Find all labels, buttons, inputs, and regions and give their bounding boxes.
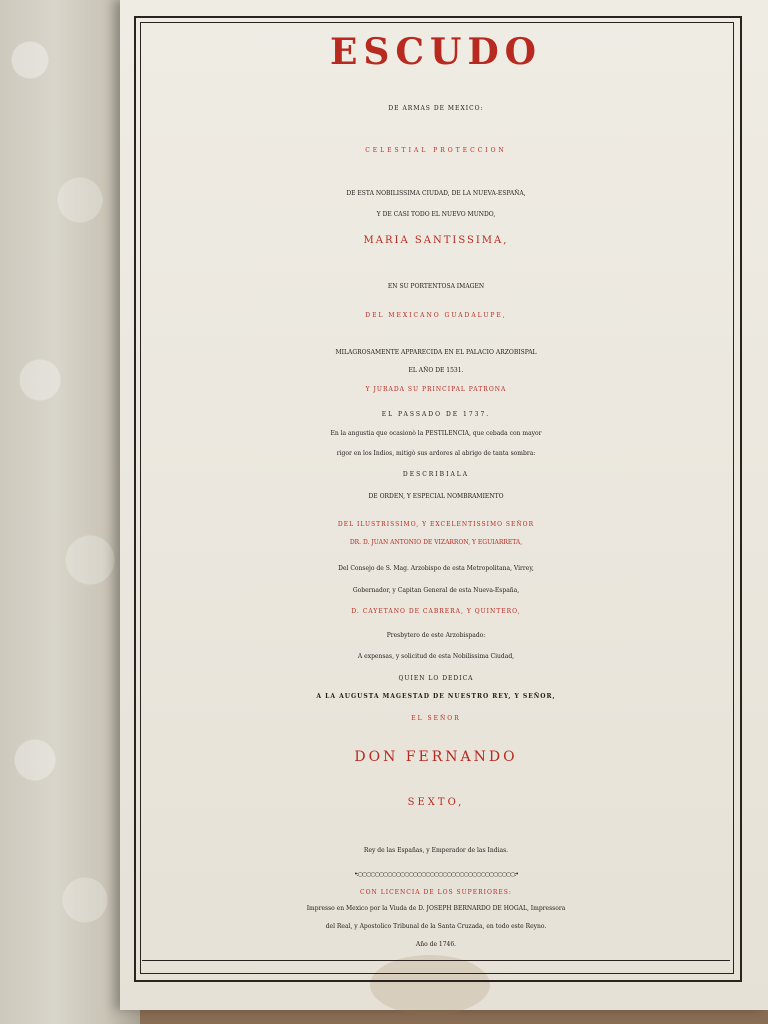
nobilissima-ciudad-line: DE ESTA NOBILISSIMA CIUDAD, DE LA NUEVA-ESPAÑA, bbox=[346, 190, 526, 197]
title-escudo: ESCUDO bbox=[329, 31, 543, 73]
consejo-line: Del Consejo de S. Mag. Arzobispo de esta Metropolitana, Virrey, bbox=[338, 565, 534, 572]
title-page bbox=[120, 0, 768, 1010]
describiala-line: DESCRIBIALA bbox=[402, 471, 470, 478]
nuevo-mundo-line: Y DE CASI TODO EL NUEVO MUNDO, bbox=[376, 211, 496, 218]
principal-patrona-line: Y JURADA SU PRINCIPAL PATRONA bbox=[365, 386, 507, 393]
sexto-line: SEXTO, bbox=[407, 797, 465, 808]
title-page-text bbox=[142, 24, 730, 964]
dedica-line: QUIEN LO DEDICA bbox=[398, 675, 474, 682]
don-fernando-line: DON FERNANDO bbox=[354, 749, 518, 765]
vizarron-line: DR. D. JUAN ANTONIO DE VIZARRON, Y EGUIARRETA, bbox=[349, 539, 523, 546]
year-1531-line: EL AÑO DE 1531. bbox=[408, 367, 464, 374]
expensas-line: A expensas, y solicitud de esta Nobilissima Ciudad, bbox=[357, 653, 515, 660]
leaf-pattern bbox=[0, 0, 140, 1024]
illustrissimo-line: DEL ILUSTRISSIMO, Y EXCELENTISSIMO SEÑOR bbox=[337, 521, 535, 528]
rigor-indios-line: rigor en los Indios, mitigò sus ardores al abrigo de tanta sombra: bbox=[336, 450, 536, 457]
portentosa-imagen-line: EN SU PORTENTOSA IMAGEN bbox=[387, 283, 485, 290]
pestilencia-line: En la angustia que ocasionò la PESTILENCIA, que cebada con mayor bbox=[330, 430, 542, 437]
celestial-proteccion-line: CELESTIAL PROTECCION bbox=[365, 147, 507, 154]
passado-1737-line: EL PASSADO DE 1737. bbox=[381, 411, 491, 418]
imprint-line-1: Impresso en Mexico por la Viuda de D. JOSEPH BERNARDO DE HOGAL, Impressora bbox=[306, 905, 566, 912]
mexicano-guadalupe-line: DEL MEXICANO GUADALUPE, bbox=[365, 312, 507, 319]
maria-santissima-line: MARIA SANTISSIMA, bbox=[363, 235, 509, 246]
augusta-magestad-line: A LA AUGUSTA MAGESTAD DE NUESTRO REY, Y SEÑOR, bbox=[316, 693, 556, 700]
gobernador-line: Gobernador, y Capitan General de esta Nueva-España, bbox=[352, 587, 520, 594]
bottom-rule bbox=[142, 960, 730, 961]
apparecida-line: MILAGROSAMENTE APPARECIDA EN EL PALACIO ARZOBISPAL bbox=[335, 349, 537, 356]
el-senor-line: EL SEÑOR bbox=[411, 715, 461, 722]
especial-nombramiento-line: DE ORDEN, Y ESPECIAL NOMBRAMIENTO bbox=[368, 493, 504, 500]
author-cabrera-line: D. CAYETANO DE CABRERA, Y QUINTERO, bbox=[351, 608, 521, 615]
imprint-year-line: Año de 1746. bbox=[415, 941, 457, 948]
ornament-rule: •:○○○○○○○○○○○○○○○○○○○○○○○○○○○○○○○○○○○○○:• bbox=[354, 871, 518, 878]
presbytero-line: Presbytero de este Arzobispado: bbox=[386, 632, 486, 639]
licencia-line: CON LICENCIA DE LOS SUPERIORES: bbox=[360, 889, 512, 896]
subtitle-armas-de-mexico: DE ARMAS DE MEXICO: bbox=[388, 105, 484, 112]
opposite-page-leaf bbox=[0, 0, 140, 1024]
imprint-line-2: del Real, y Apostolico Tribunal de la Santa Cruzada, en todo este Reyno. bbox=[325, 923, 547, 930]
rey-de-las-espanas-line: Rey de las Españas, y Emperador de las Indias. bbox=[363, 847, 509, 854]
